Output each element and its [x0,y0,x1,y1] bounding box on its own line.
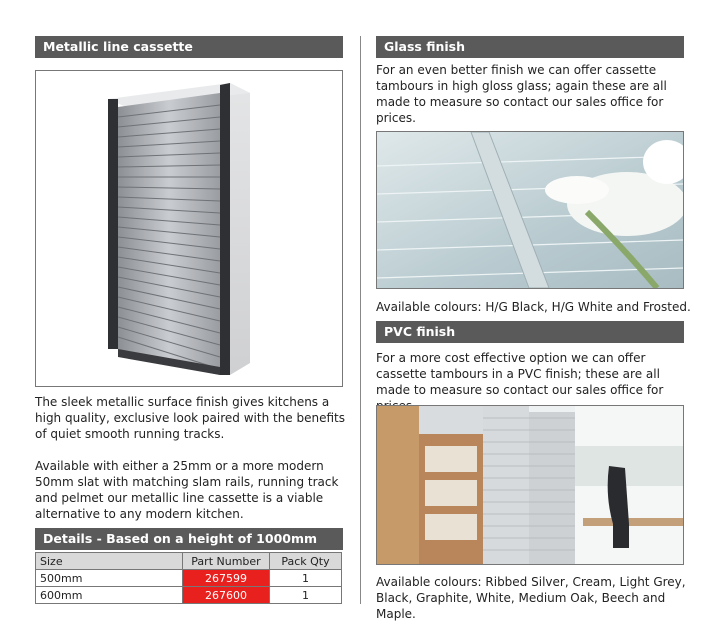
table-row [36,570,342,587]
metallic-cassette-photo [35,70,343,387]
pvc-finish-photo [376,405,684,565]
column-pack-qty: Pack Qty [270,553,342,570]
metallic-line-heading: Metallic line cassette [35,36,343,58]
glass-finish-heading: Glass finish [376,36,684,58]
metallic-description-2: Available with either a 25mm or a more modern 50mm slat with matching slam rails, running track and pelmet our metallic line cassette is a viable alternative to any modern kitchen. [35,459,339,521]
pack-qty-cell: 1 [270,587,342,604]
column-divider [360,36,361,604]
metallic-description-1: The sleek metallic surface finish gives kitchens a high quality, exclusive look paired with the benefits of quiet smooth running tracks. [35,395,345,441]
glass-finish-colours: Available colours: H/G Black, H/G White and Frosted. [376,300,691,314]
pvc-finish-heading: PVC finish [376,321,684,343]
glass-finish-intro: For an even better finish we can offer cassette tambours in high gloss glass; again these are all made to measure so contact our sales office for prices. [376,63,667,125]
size-cell: 500mm [36,570,183,587]
size-cell: 600mm [36,587,183,604]
table-row [36,587,342,604]
pvc-finish-intro: For a more cost effective option we can offer cassette tambours in a PVC finish; these are all made to measure so contact our sales office for [376,351,664,397]
details-table-header [36,553,342,570]
column-size: Size [36,553,183,570]
details-table [35,552,342,604]
part-number-cell: 267599 [183,570,270,587]
pvc-finish-colours: Available colours: Ribbed Silver, Cream, Light Grey, Black, Graphite, White, Medium Oak, Beech and Maple. [376,575,686,621]
part-number-cell: 267600 [183,587,270,604]
pack-qty-cell: 1 [270,570,342,587]
details-heading: Details - Based on a height of 1000mm [35,528,343,550]
column-part-number: Part Number [183,553,270,570]
glass-finish-photo [376,131,684,289]
